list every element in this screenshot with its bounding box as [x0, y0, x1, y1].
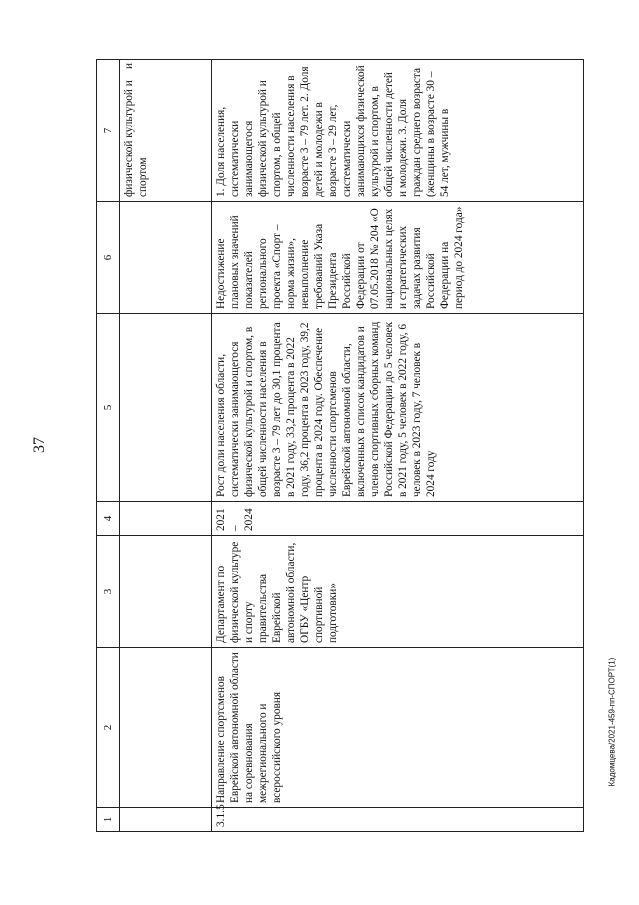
continuation-text: физической культурой и спортом — [123, 80, 149, 197]
header-col-5: 5 — [97, 314, 120, 502]
cont-cell-5 — [120, 314, 212, 502]
table-container — [96, 60, 584, 832]
document-code: Кадомцева/2021-459-пп-СПОРТ(1) — [607, 657, 617, 787]
cont-cell-2 — [120, 648, 212, 808]
table-rotated — [96, 60, 584, 832]
page-number: 37 — [31, 437, 48, 453]
row-consequences: Недостижение плановых значений показателей регионального проекта «Спорт – норма жизни», невыполнение требований Указа Президента Российской Федерации от 07.05.2018 № 204 «О национальных целях и стратегических задачах развития Российской Федерации на период до 2024 года» — [212, 202, 584, 314]
cont-cell-1 — [120, 808, 212, 832]
row-executor: Департамент по физической культуре и спорту правительства Еврейской автономной области, ОГБУ «Центр спортивной подготовки» — [212, 536, 584, 648]
header-col-6: 6 — [97, 202, 120, 314]
cont-cell-6 — [120, 202, 212, 314]
cont-cell-3 — [120, 536, 212, 648]
table-row — [212, 60, 584, 832]
cont-cell-7 — [120, 60, 212, 202]
program-table — [96, 59, 584, 832]
header-col-1: 1 — [97, 808, 120, 832]
row-number: 3.1.5 — [212, 808, 584, 832]
cont-cell-4 — [120, 502, 212, 536]
continuation-row — [120, 60, 212, 832]
header-col-7: 7 — [97, 60, 120, 202]
continuation-mark: и — [123, 63, 135, 70]
header-row — [97, 60, 120, 832]
header-col-4: 4 — [97, 502, 120, 536]
header-col-3: 3 — [97, 536, 120, 648]
header-col-2: 2 — [97, 648, 120, 808]
row-indicators: 1. Доля населения, систематически занимающегося физической культурой и спортом, в общей численности населения в возрасте 3 – 79 лет. 2. Доля детей и молодежи в возрасте 3 – 29 лет, систематически занимающихся физической культурой и спортом, в общей численности детей и молодежи. 3. Доля граждан среднего возраста (женщины в возрасте 30 – 54 лет, мужчины в — [212, 60, 584, 202]
row-period: 2021 – 2024 — [212, 502, 584, 536]
row-event: Направление спортсменов Еврейской автономной области на соревнования межрегионального и всероссийского уровня — [212, 648, 584, 808]
row-result: Рост доли населения области, систематически занимающегося физической культурой и спортом, в общей численности населения в возрасте 3 – 79 лет до 30,1 процента в 2021 году, 33,2 процента в 2022 году, 36,2 процента в 2023 году, 39,2 процента в 2024 году. Обеспечение численности спортсменов Еврейской автономной области, включенных в список кандидатов и членов спортивных сборных команд Российской Федерации до 5 человек в 2021 году, 5 человек в 2022 году, 6 человек в 2023 году, 7 человек в 2024 году — [212, 314, 584, 502]
